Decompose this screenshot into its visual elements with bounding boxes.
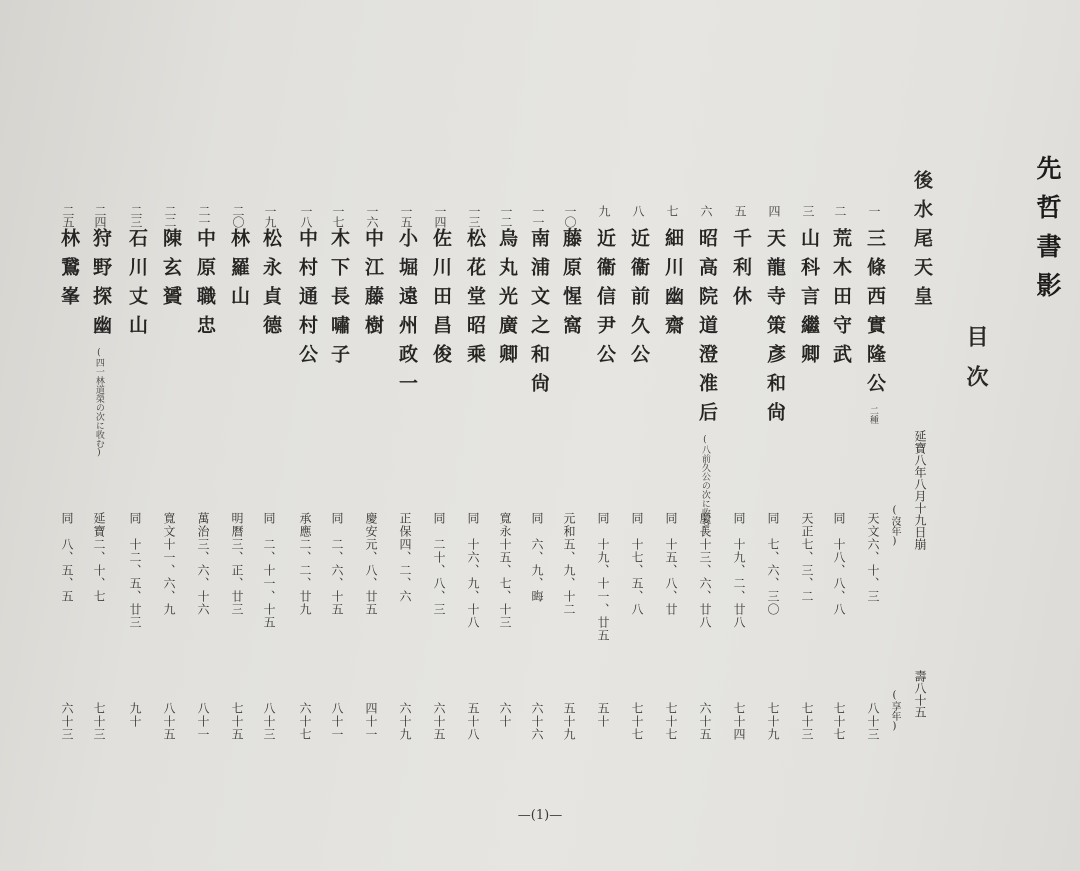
entry-name: 中江藤樹 bbox=[362, 228, 384, 344]
entry-death-date: 同 八、五、五 bbox=[60, 512, 74, 603]
entry-number: 一七 bbox=[331, 205, 345, 227]
entry-name: 林鵞峯 bbox=[58, 228, 80, 315]
entry-death-date: 正保四、二、六 bbox=[398, 512, 412, 603]
entry-age: 八十三 bbox=[866, 702, 880, 741]
entry-age: 九十 bbox=[128, 702, 142, 728]
entry-name: 山科言繼卿 bbox=[798, 228, 820, 373]
age-column-header: (享年) bbox=[889, 690, 900, 732]
entry-name: 林羅山 bbox=[228, 228, 250, 315]
entry-number: 五 bbox=[733, 205, 747, 216]
entry-note: (八前久公の次に收む) bbox=[699, 435, 710, 536]
entry-number: 一八 bbox=[299, 205, 313, 227]
entry-death-date: 同 十六、九、十八 bbox=[466, 512, 480, 629]
page-number: —(1)— bbox=[517, 808, 563, 823]
entry-number: 七 bbox=[665, 205, 679, 216]
page-title: 先哲書影 bbox=[1033, 155, 1062, 311]
entry-age: 五十八 bbox=[466, 702, 480, 741]
entry-name: 佐川田昌俊 bbox=[430, 228, 452, 373]
entry-number: 八 bbox=[631, 205, 645, 216]
entry-death-date: 同 十五、八、廿 bbox=[664, 512, 678, 616]
entry-death-date: 同 二、六、十五 bbox=[330, 512, 344, 616]
entry-age: 七十七 bbox=[664, 702, 678, 741]
entry-death-date: 同 二十、八、三 bbox=[432, 512, 446, 616]
entry-name: 南浦文之和尙 bbox=[528, 228, 550, 402]
entry-name: 陳玄贇 bbox=[160, 228, 182, 315]
entry-age: 七十七 bbox=[630, 702, 644, 741]
date-column-header: (沒年) bbox=[889, 505, 900, 547]
entry-number: 二一 bbox=[197, 205, 211, 227]
entry-death-date: 同 十九、二、廿八 bbox=[732, 512, 746, 629]
entry-age: 六十九 bbox=[398, 702, 412, 741]
entry-number: 六 bbox=[699, 205, 713, 216]
entry-name: 藤原惺窩 bbox=[560, 228, 582, 344]
entry-note: (四一林道榮の次に收む) bbox=[93, 348, 104, 458]
entry-death-date: 萬治三、六、十六 bbox=[196, 512, 210, 616]
entry-age: 六十五 bbox=[432, 702, 446, 741]
entry-number: 一六 bbox=[365, 205, 379, 227]
entry-number: 二 bbox=[833, 205, 847, 216]
entry-number: 一五 bbox=[399, 205, 413, 227]
entry-death-date: 寬永十五、七、十三 bbox=[498, 512, 512, 629]
entry-age: 六十三 bbox=[60, 702, 74, 741]
section-heading: 目次 bbox=[963, 325, 989, 405]
entry-death-date: 同 七、六、三〇 bbox=[766, 512, 780, 616]
entry-death-date: 同 六、九、晦 bbox=[530, 512, 544, 603]
entry-age: 七十三 bbox=[92, 702, 106, 741]
entry-age: 六十五 bbox=[698, 702, 712, 741]
entry-name: 天龍寺策彥和尙 bbox=[764, 228, 786, 431]
entry-death-date: 明曆三、正、廿三 bbox=[230, 512, 244, 616]
entry-death-date: 延寶二、十、七 bbox=[92, 512, 106, 603]
entry-name: 三條西實隆公 bbox=[864, 228, 886, 402]
entry-death-date: 天文六、十、三 bbox=[866, 512, 880, 603]
emperor-age: 壽八十五 bbox=[913, 670, 927, 718]
entry-name: 狩野探幽 bbox=[90, 228, 112, 344]
entry-death-date: 慶安元、八、廿五 bbox=[364, 512, 378, 616]
entry-death-date: 寬文十一、六、九 bbox=[162, 512, 176, 616]
entry-name: 中村通村公 bbox=[296, 228, 318, 373]
entry-number: 二五 bbox=[61, 205, 75, 227]
entry-number: 二〇 bbox=[231, 205, 245, 227]
entry-age: 七十五 bbox=[230, 702, 244, 741]
entry-name: 昭高院道澄准后 bbox=[696, 228, 718, 431]
entry-name: 近衞信尹公 bbox=[594, 228, 616, 373]
entry-age: 八十三 bbox=[262, 702, 276, 741]
entry-number: 一二 bbox=[499, 205, 513, 227]
entry-note: 二種 bbox=[867, 406, 878, 424]
entry-name: 荒木田守武 bbox=[830, 228, 852, 373]
entry-number: 三 bbox=[801, 205, 815, 216]
entry-age: 八十五 bbox=[162, 702, 176, 741]
entry-number: 二二 bbox=[163, 205, 177, 227]
entry-age: 五十 bbox=[596, 702, 610, 728]
entry-number: 一四 bbox=[433, 205, 447, 227]
entry-number: 一〇 bbox=[563, 205, 577, 227]
entry-number: 一九 bbox=[263, 205, 277, 227]
entry-name: 烏丸光廣卿 bbox=[496, 228, 518, 373]
entry-age: 七十三 bbox=[800, 702, 814, 741]
entry-age: 八十一 bbox=[330, 702, 344, 741]
entry-number: 一三 bbox=[467, 205, 481, 227]
entry-name: 木下長嘯子 bbox=[328, 228, 350, 373]
entry-name: 千利休 bbox=[730, 228, 752, 315]
entry-death-date: 同 十九、十一、廿五 bbox=[596, 512, 610, 642]
entry-death-date: 同 十七、五、八 bbox=[630, 512, 644, 616]
entry-death-date: 天正七、三、二 bbox=[800, 512, 814, 603]
entry-death-date: 慶長十三、六、廿八 bbox=[698, 512, 712, 629]
entry-name: 松永貞德 bbox=[260, 228, 282, 344]
entry-name: 石川丈山 bbox=[126, 228, 148, 344]
entry-death-date: 同 十八、八、八 bbox=[832, 512, 846, 616]
entry-number: 一一 bbox=[531, 205, 545, 227]
entry-age: 七十七 bbox=[832, 702, 846, 741]
entry-death-date: 承應二、二、廿九 bbox=[298, 512, 312, 616]
entry-name: 松花堂昭乘 bbox=[464, 228, 486, 373]
emperor-name: 後水尾天皇 bbox=[911, 170, 933, 315]
entry-number: 一 bbox=[867, 205, 881, 216]
entry-age: 六十七 bbox=[298, 702, 312, 741]
entry-name: 小堀遠州政一 bbox=[396, 228, 418, 402]
entry-age: 七十四 bbox=[732, 702, 746, 741]
emperor-death-date: 延寶八年八月十九日崩 bbox=[913, 430, 927, 550]
entry-number: 四 bbox=[767, 205, 781, 216]
entry-number: 九 bbox=[597, 205, 611, 216]
entry-age: 四十一 bbox=[364, 702, 378, 741]
entry-age: 八十一 bbox=[196, 702, 210, 741]
entry-name: 細川幽齋 bbox=[662, 228, 684, 344]
entry-death-date: 元和五、九、十二 bbox=[562, 512, 576, 616]
entry-number: 二四 bbox=[93, 205, 107, 227]
entry-age: 五十九 bbox=[562, 702, 576, 741]
entry-age: 六十六 bbox=[530, 702, 544, 741]
entry-number: 二三 bbox=[129, 205, 143, 227]
entry-death-date: 同 十二、五、廿三 bbox=[128, 512, 142, 629]
entry-name: 近衞前久公 bbox=[628, 228, 650, 373]
entry-age: 六十 bbox=[498, 702, 512, 728]
entry-death-date: 同 二、十一、十五 bbox=[262, 512, 276, 629]
entry-name: 中原職忠 bbox=[194, 228, 216, 344]
entry-age: 七十九 bbox=[766, 702, 780, 741]
